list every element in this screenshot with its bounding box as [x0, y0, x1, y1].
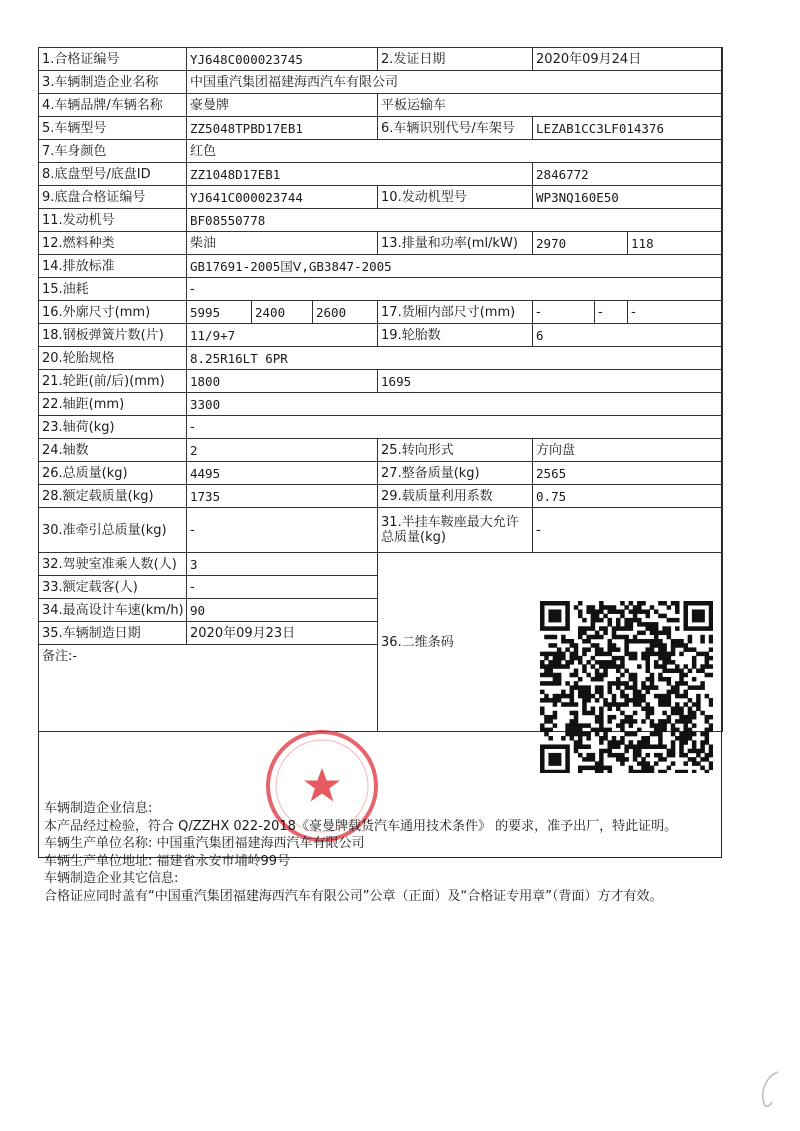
value-chassis-id: 2846772 [533, 163, 723, 186]
value-rated-load: 1735 [187, 485, 378, 508]
row-18 [39, 439, 723, 462]
value-manufacture-date: 2020年09月23日 [187, 622, 378, 645]
label-rated-load: 28.额定载质量(kg) [39, 485, 187, 508]
value-track-rear: 1695 [378, 370, 723, 393]
value-vehicle-name: 平板运输车 [378, 94, 723, 117]
value-model: ZZ5048TPBD17EB1 [187, 117, 378, 140]
value-max-speed: 90 [187, 599, 378, 622]
label-displacement: 13.排量和功率(ml/kW) [378, 232, 533, 255]
row-1 [39, 48, 723, 71]
label-tire-spec: 20.轮胎规格 [39, 347, 187, 370]
label-towing-mass: 30.准牵引总质量(kg) [39, 508, 187, 553]
value-color: 红色 [187, 140, 723, 163]
value-emission: GB17691-2005国Ⅴ,GB3847-2005 [187, 255, 723, 278]
label-brand-name: 4.车辆品牌/车辆名称 [39, 94, 187, 117]
row-20 [39, 485, 723, 508]
row-9 [39, 232, 723, 255]
row-10 [39, 255, 723, 278]
label-tire-count: 19.轮胎数 [378, 324, 533, 347]
label-leaf-springs: 18.钢板弹簧片数(片) [39, 324, 187, 347]
label-cab-seats: 32.驾驶室准乘人数(人) [39, 553, 187, 576]
label-issue-date: 2.发证日期 [378, 48, 533, 71]
label-curb-mass: 27.整备质量(kg) [378, 462, 533, 485]
label-qr: 36.二维条码 [381, 634, 454, 650]
value-load-ratio: 0.75 [533, 485, 723, 508]
row-15 [39, 370, 723, 393]
value-width: 2400 [252, 301, 313, 324]
info-address: 车辆生产单位地址: 福建省永安市埔岭99号 [44, 853, 291, 869]
label-saddle-mass: 31.半挂车鞍座最大允许总质量(kg) [378, 508, 533, 553]
value-passengers: - [187, 576, 378, 599]
row-17 [39, 416, 723, 439]
value-chassis-cert: YJ641C000023744 [187, 186, 378, 209]
label-passengers: 33.额定载客(人) [39, 576, 187, 599]
label-track: 21.轮距(前/后)(mm) [39, 370, 187, 393]
label-color: 7.车身颜色 [39, 140, 187, 163]
value-fuel-consumption: - [187, 278, 723, 301]
value-height: 2600 [313, 301, 378, 324]
label-max-speed: 34.最高设计车速(km/h) [39, 599, 187, 622]
row-2 [39, 71, 723, 94]
value-axle-load: - [187, 416, 723, 439]
info-note: 合格证应同时盖有“中国重汽集团福建海西汽车有限公司”公章（正面）及“合格证专用章”（背面）方才有效。 [44, 888, 663, 904]
label-engine-no: 11.发动机号 [39, 209, 187, 232]
row-8 [39, 209, 723, 232]
value-curb-mass: 2565 [533, 462, 723, 485]
row-14 [39, 347, 723, 370]
value-engine-no: BF08550778 [187, 209, 723, 232]
value-vin: LEZAB1CC3LF014376 [533, 117, 723, 140]
value-displacement: 2970 [533, 232, 628, 255]
value-tire-spec: 8.25R16LT 6PR [187, 347, 723, 370]
info-maker: 车辆生产单位名称: 中国重汽集团福建海西汽车有限公司 [44, 836, 365, 851]
label-chassis-cert: 9.底盘合格证编号 [39, 186, 187, 209]
value-cargo-length: - [533, 301, 595, 324]
row-12 [39, 301, 723, 324]
label-vin: 6.车辆识别代号/车架号 [378, 117, 533, 140]
value-chassis-model: ZZ1048D17EB1 [187, 163, 533, 186]
row-13 [39, 324, 723, 347]
label-emission: 14.排放标准 [39, 255, 187, 278]
value-brand: 豪曼牌 [187, 94, 378, 117]
row-21 [39, 508, 723, 553]
value-engine-model: WP3NQ160E50 [533, 186, 723, 209]
row-3 [39, 94, 723, 117]
value-leaf-springs: 11/9+7 [187, 324, 378, 347]
info-statement: 本产品经过检验，符合 Q/ZZHX 022-2018《豪曼牌载货汽车通用技术条件》 的要求，准予出厂，特此证明。 [44, 818, 678, 834]
label-cert-no: 1.合格证编号 [39, 48, 187, 71]
label-outer-dimensions: 16.外廓尺寸(mm) [39, 301, 187, 324]
label-manufacturer: 3.车辆制造企业名称 [39, 71, 187, 94]
label-axle-count: 24.轴数 [39, 439, 187, 462]
value-wheelbase: 3300 [187, 393, 723, 416]
value-manufacturer: 中国重汽集团福建海西汽车有限公司 [187, 71, 723, 94]
row-22 [39, 553, 723, 576]
value-cert-no: YJ648C000023745 [187, 48, 378, 71]
value-power: 118 [628, 232, 723, 255]
label-manufacture-date: 35.车辆制造日期 [39, 622, 187, 645]
label-steering: 25.转向形式 [378, 439, 533, 462]
value-issue-date: 2020年09月24日 [533, 48, 723, 71]
value-cargo-height: - [628, 301, 723, 324]
row-19 [39, 462, 723, 485]
value-steering: 方向盘 [533, 439, 723, 462]
row-6 [39, 163, 723, 186]
value-track-front: 1800 [187, 370, 378, 393]
row-5 [39, 140, 723, 163]
value-cab-seats: 3 [187, 553, 378, 576]
label-load-ratio: 29.载质量利用系数 [378, 485, 533, 508]
row-4 [39, 117, 723, 140]
label-engine-model: 10.发动机型号 [378, 186, 533, 209]
label-fuel: 12.燃料种类 [39, 232, 187, 255]
label-fuel-consumption: 15.油耗 [39, 278, 187, 301]
label-wheelbase: 22.轴距(mm) [39, 393, 187, 416]
manufacturer-info [44, 800, 716, 905]
info-other: 车辆制造企业其它信息: [44, 871, 179, 886]
value-saddle-mass: - [533, 508, 723, 553]
label-axle-load: 23.轴荷(kg) [39, 416, 187, 439]
row-7 [39, 186, 723, 209]
label-model: 5.车辆型号 [39, 117, 187, 140]
label-total-mass: 26.总质量(kg) [39, 462, 187, 485]
row-16 [39, 393, 723, 416]
label-chassis: 8.底盘型号/底盘ID [39, 163, 187, 186]
qr-code-icon [540, 601, 713, 773]
label-cargo-dimensions: 17.货厢内部尺寸(mm) [378, 301, 533, 324]
value-cargo-width: - [595, 301, 628, 324]
remarks: 备注:- [39, 645, 378, 732]
row-11 [39, 278, 723, 301]
value-length: 5995 [187, 301, 252, 324]
value-total-mass: 4495 [187, 462, 378, 485]
value-fuel: 柴油 [187, 232, 378, 255]
value-axle-count: 2 [187, 439, 378, 462]
value-towing-mass: - [187, 508, 378, 553]
value-tire-count: 6 [533, 324, 723, 347]
pencil-mark-icon [756, 1068, 786, 1110]
info-title: 车辆制造企业信息: [44, 801, 153, 816]
